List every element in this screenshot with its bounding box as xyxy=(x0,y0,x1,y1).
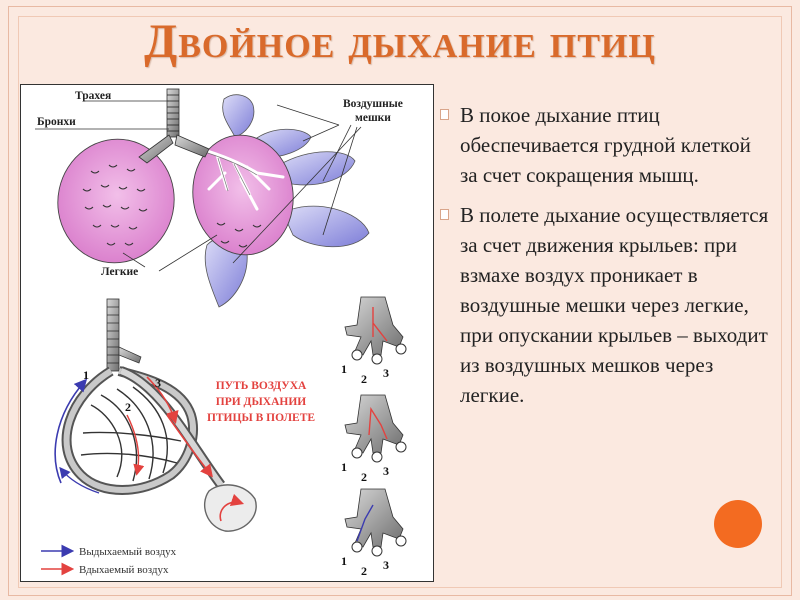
mini-1-number-2: 2 xyxy=(361,372,367,386)
flow-number-2: 2 xyxy=(125,400,131,414)
mini-3-number-3: 3 xyxy=(383,558,389,572)
label-trachea: Трахея xyxy=(75,90,112,102)
air-sac-top xyxy=(223,95,254,137)
flight-caption-line-3: ПТИЦЫ В ПОЛЕТЕ xyxy=(206,412,316,424)
mini-2-number-1: 1 xyxy=(341,460,347,474)
mini-2-number-2: 2 xyxy=(361,470,367,484)
flight-caption-line-2: ПРИ ДЫХАНИИ xyxy=(215,396,307,408)
label-air-sacs-1: Воздушные xyxy=(343,98,403,110)
left-lung xyxy=(46,128,185,273)
mini-diagram-1 xyxy=(341,297,406,386)
legend-inhaled-label: Вдыхаемый воздух xyxy=(79,564,169,576)
bullet-text: В полете дыхание осуществляется за счет движения крыльев: при взмахе воздух проникает в воздушные мешки через легкие, при опускании крыльев – выходит из воздушных мешков через легкие. xyxy=(460,203,769,407)
bronchus-right xyxy=(175,135,209,157)
label-air-sacs-2: мешки xyxy=(355,112,391,124)
trachea xyxy=(167,89,179,137)
bullet-item xyxy=(440,200,770,410)
airflow-diagram xyxy=(55,299,315,531)
legend xyxy=(41,546,177,576)
bullet-marker-icon xyxy=(440,209,449,220)
bullet-text: В покое дыхание птиц обеспечивается грудной клеткой за счет сокращения мышц. xyxy=(460,103,751,187)
decorative-orange-circle xyxy=(714,500,762,548)
respiration-figure xyxy=(20,84,434,582)
bullet-list xyxy=(440,100,770,420)
slide-title: Двойное дыхание птиц xyxy=(144,15,656,68)
mini-3-number-1: 1 xyxy=(341,554,347,568)
mini-diagram-3 xyxy=(341,489,406,578)
label-lungs: Легкие xyxy=(101,266,139,278)
mini-2-number-3: 3 xyxy=(383,464,389,478)
flow-number-1: 1 xyxy=(83,368,89,382)
label-bronchi: Бронхи xyxy=(37,116,76,128)
mini-1-number-3: 3 xyxy=(383,366,389,380)
bullet-item xyxy=(440,100,770,190)
flight-caption-line-1: ПУТЬ ВОЗДУХА xyxy=(215,380,307,392)
legend-exhaled-label: Выдыхаемый воздух xyxy=(79,546,177,558)
anatomy-group xyxy=(35,89,403,307)
flow-number-3: 3 xyxy=(155,376,161,390)
mini-diagram-2 xyxy=(341,395,406,484)
mini-1-number-1: 1 xyxy=(341,362,347,376)
respiration-diagram xyxy=(21,85,433,581)
mini-3-number-2: 2 xyxy=(361,564,367,578)
bullet-marker-icon xyxy=(440,109,449,120)
